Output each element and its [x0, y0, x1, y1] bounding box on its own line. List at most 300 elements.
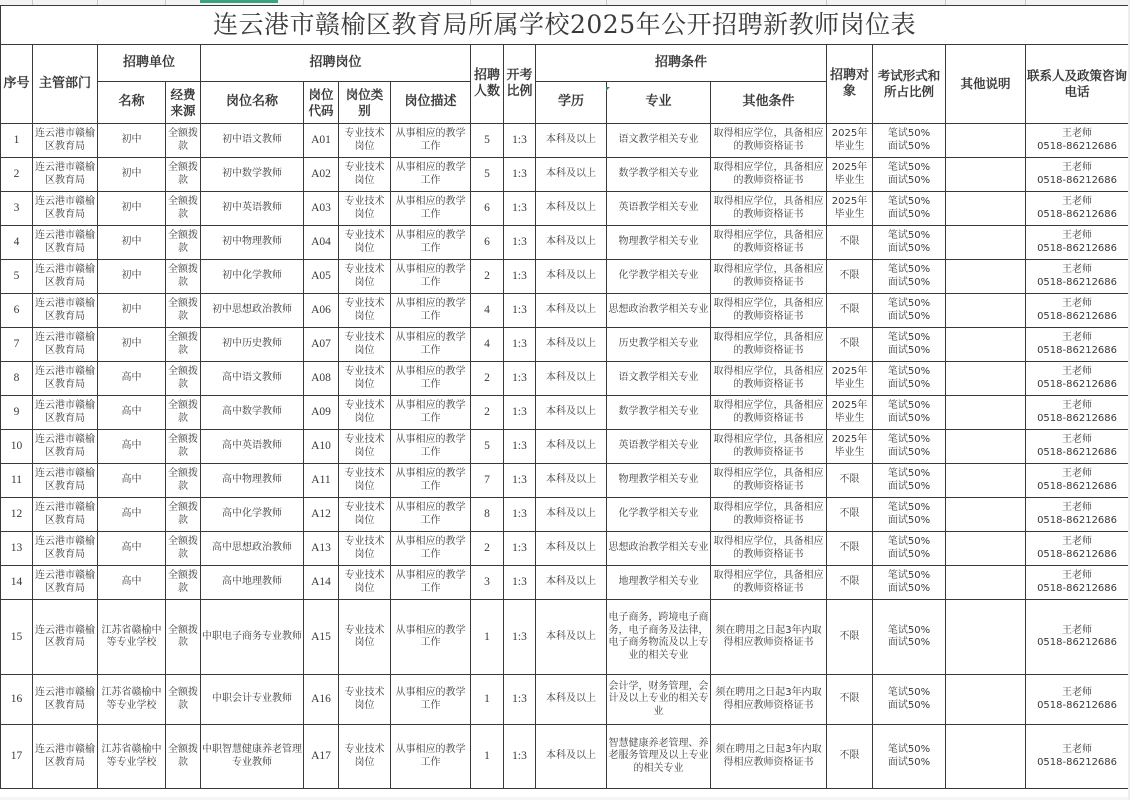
cell-count[interactable]: 3 — [471, 566, 504, 600]
cell-post-code[interactable]: A01 — [304, 124, 339, 158]
cell-dept[interactable]: 连云港市赣榆区教育局 — [33, 532, 98, 566]
cell-ratio[interactable]: 1:3 — [504, 226, 536, 260]
cell-count[interactable]: 1 — [471, 725, 504, 789]
cell-other-cond[interactable]: 取得相应学位，具备相应的教师资格证书 — [711, 158, 827, 192]
cell-count[interactable]: 5 — [471, 124, 504, 158]
cell-unit[interactable]: 高中 — [98, 498, 166, 532]
cell-other-cond[interactable]: 取得相应学位，具备相应的教师资格证书 — [711, 124, 827, 158]
cell-target[interactable]: 不限 — [827, 464, 873, 498]
cell-other-cond[interactable]: 取得相应学位，具备相应的教师资格证书 — [711, 260, 827, 294]
cell-notes[interactable] — [946, 226, 1026, 260]
cell-exam[interactable]: 笔试50% 面试50% — [873, 600, 946, 675]
cell-notes[interactable] — [946, 498, 1026, 532]
cell-education[interactable]: 本科及以上 — [536, 362, 607, 396]
cell-major[interactable]: 英语教学相关专业 — [607, 192, 711, 226]
cell-unit[interactable]: 初中 — [98, 260, 166, 294]
cell-post-code[interactable]: A04 — [304, 226, 339, 260]
cell-funding[interactable]: 全额拨款 — [166, 675, 201, 725]
cell-post-type[interactable]: 专业技术岗位 — [339, 430, 391, 464]
cell-exam[interactable]: 笔试50% 面试50% — [873, 532, 946, 566]
header-dept[interactable]: 主管部门 — [33, 45, 98, 124]
cell-major[interactable]: 语文教学相关专业 — [607, 124, 711, 158]
cell-post-code[interactable]: A16 — [304, 675, 339, 725]
cell-seq[interactable]: 14 — [1, 566, 33, 600]
cell-count[interactable]: 5 — [471, 158, 504, 192]
cell-notes[interactable] — [946, 464, 1026, 498]
cell-major[interactable]: 化学教学相关专业 — [607, 260, 711, 294]
cell-major[interactable]: 历史教学相关专业 — [607, 328, 711, 362]
cell-post-type[interactable]: 专业技术岗位 — [339, 498, 391, 532]
header-major[interactable]: 专业 — [607, 82, 711, 124]
cell-dept[interactable]: 连云港市赣榆区教育局 — [33, 430, 98, 464]
cell-target[interactable]: 不限 — [827, 725, 873, 789]
cell-other-cond[interactable]: 取得相应学位，具备相应的教师资格证书 — [711, 430, 827, 464]
cell-dept[interactable]: 连云港市赣榆区教育局 — [33, 226, 98, 260]
cell-exam[interactable]: 笔试50% 面试50% — [873, 566, 946, 600]
cell-dept[interactable]: 连云港市赣榆区教育局 — [33, 566, 98, 600]
cell-ratio[interactable]: 1:3 — [504, 532, 536, 566]
cell-ratio[interactable]: 1:3 — [504, 124, 536, 158]
cell-seq[interactable]: 10 — [1, 430, 33, 464]
cell-funding[interactable]: 全额拨款 — [166, 124, 201, 158]
cell-ratio[interactable]: 1:3 — [504, 600, 536, 675]
cell-post-name[interactable]: 初中历史教师 — [201, 328, 304, 362]
cell-seq[interactable]: 15 — [1, 600, 33, 675]
header-education[interactable]: 学历 — [536, 82, 607, 124]
cell-count[interactable]: 2 — [471, 532, 504, 566]
cell-post-code[interactable]: A06 — [304, 294, 339, 328]
cell-ratio[interactable]: 1:3 — [504, 675, 536, 725]
cell-education[interactable]: 本科及以上 — [536, 124, 607, 158]
cell-post-desc[interactable]: 从事相应的教学工作 — [391, 260, 471, 294]
cell-other-cond[interactable]: 须在聘用之日起3年内取得相应教师资格证书 — [711, 675, 827, 725]
header-post-group[interactable]: 招聘岗位 — [201, 45, 471, 82]
cell-funding[interactable]: 全额拨款 — [166, 192, 201, 226]
cell-contact[interactable]: 王老师 0518-86212686 — [1026, 430, 1129, 464]
cell-funding[interactable]: 全额拨款 — [166, 396, 201, 430]
cell-post-type[interactable]: 专业技术岗位 — [339, 464, 391, 498]
header-unit-group[interactable]: 招聘单位 — [98, 45, 201, 82]
cell-post-type[interactable]: 专业技术岗位 — [339, 396, 391, 430]
cell-post-code[interactable]: A07 — [304, 328, 339, 362]
cell-post-desc[interactable]: 从事相应的教学工作 — [391, 328, 471, 362]
cell-dept[interactable]: 连云港市赣榆区教育局 — [33, 192, 98, 226]
cell-ratio[interactable]: 1:3 — [504, 192, 536, 226]
cell-post-type[interactable]: 专业技术岗位 — [339, 532, 391, 566]
cell-notes[interactable] — [946, 430, 1026, 464]
cell-notes[interactable] — [946, 600, 1026, 675]
header-other-cond[interactable]: 其他条件 — [711, 82, 827, 124]
cell-count[interactable]: 8 — [471, 498, 504, 532]
cell-exam[interactable]: 笔试50% 面试50% — [873, 192, 946, 226]
header-exam[interactable]: 考试形式和所占比例 — [873, 45, 946, 124]
cell-other-cond[interactable]: 取得相应学位，具备相应的教师资格证书 — [711, 226, 827, 260]
cell-education[interactable]: 本科及以上 — [536, 675, 607, 725]
cell-education[interactable]: 本科及以上 — [536, 226, 607, 260]
cell-seq[interactable]: 3 — [1, 192, 33, 226]
cell-dept[interactable]: 连云港市赣榆区教育局 — [33, 328, 98, 362]
cell-education[interactable]: 本科及以上 — [536, 725, 607, 789]
cell-post-name[interactable]: 初中思想政治教师 — [201, 294, 304, 328]
cell-contact[interactable]: 王老师 0518-86212686 — [1026, 328, 1129, 362]
cell-dept[interactable]: 连云港市赣榆区教育局 — [33, 675, 98, 725]
cell-exam[interactable]: 笔试50% 面试50% — [873, 464, 946, 498]
cell-post-desc[interactable]: 从事相应的教学工作 — [391, 464, 471, 498]
cell-notes[interactable] — [946, 532, 1026, 566]
cell-post-name[interactable]: 高中思想政治教师 — [201, 532, 304, 566]
cell-count[interactable]: 7 — [471, 464, 504, 498]
header-post-type[interactable]: 岗位类别 — [339, 82, 391, 124]
cell-post-code[interactable]: A15 — [304, 600, 339, 675]
cell-exam[interactable]: 笔试50% 面试50% — [873, 124, 946, 158]
cell-education[interactable]: 本科及以上 — [536, 430, 607, 464]
cell-post-code[interactable]: A03 — [304, 192, 339, 226]
cell-post-desc[interactable]: 从事相应的教学工作 — [391, 362, 471, 396]
cell-unit[interactable]: 江苏省赣榆中等专业学校 — [98, 725, 166, 789]
cell-contact[interactable]: 王老师 0518-86212686 — [1026, 226, 1129, 260]
cell-post-desc[interactable]: 从事相应的教学工作 — [391, 725, 471, 789]
header-unit-name[interactable]: 名称 — [98, 82, 166, 124]
cell-target[interactable]: 不限 — [827, 566, 873, 600]
cell-exam[interactable]: 笔试50% 面试50% — [873, 226, 946, 260]
cell-major[interactable]: 数学教学相关专业 — [607, 396, 711, 430]
cell-target[interactable]: 不限 — [827, 294, 873, 328]
cell-post-code[interactable]: A14 — [304, 566, 339, 600]
cell-unit[interactable]: 初中 — [98, 158, 166, 192]
cell-post-name[interactable]: 高中物理教师 — [201, 464, 304, 498]
cell-post-desc[interactable]: 从事相应的教学工作 — [391, 396, 471, 430]
cell-seq[interactable]: 8 — [1, 362, 33, 396]
cell-dept[interactable]: 连云港市赣榆区教育局 — [33, 498, 98, 532]
cell-notes[interactable] — [946, 260, 1026, 294]
cell-education[interactable]: 本科及以上 — [536, 600, 607, 675]
cell-major[interactable]: 语文教学相关专业 — [607, 362, 711, 396]
cell-count[interactable]: 6 — [471, 192, 504, 226]
cell-exam[interactable]: 笔试50% 面试50% — [873, 158, 946, 192]
cell-contact[interactable]: 王老师 0518-86212686 — [1026, 464, 1129, 498]
cell-post-name[interactable]: 中职会计专业教师 — [201, 675, 304, 725]
cell-funding[interactable]: 全额拨款 — [166, 328, 201, 362]
header-seq[interactable]: 序号 — [1, 45, 33, 124]
cell-other-cond[interactable]: 取得相应学位，具备相应的教师资格证书 — [711, 294, 827, 328]
cell-post-name[interactable]: 高中地理教师 — [201, 566, 304, 600]
cell-unit[interactable]: 初中 — [98, 328, 166, 362]
cell-major[interactable]: 数学教学相关专业 — [607, 158, 711, 192]
cell-contact[interactable]: 王老师 0518-86212686 — [1026, 498, 1129, 532]
cell-major[interactable]: 英语教学相关专业 — [607, 430, 711, 464]
cell-post-desc[interactable]: 从事相应的教学工作 — [391, 532, 471, 566]
cell-post-type[interactable]: 专业技术岗位 — [339, 294, 391, 328]
cell-major[interactable]: 地理教学相关专业 — [607, 566, 711, 600]
cell-notes[interactable] — [946, 158, 1026, 192]
header-contact[interactable]: 联系人及政策咨询电话 — [1026, 45, 1129, 124]
cell-ratio[interactable]: 1:3 — [504, 498, 536, 532]
cell-post-type[interactable]: 专业技术岗位 — [339, 328, 391, 362]
cell-other-cond[interactable]: 取得相应学位，具备相应的教师资格证书 — [711, 498, 827, 532]
cell-post-type[interactable]: 专业技术岗位 — [339, 600, 391, 675]
cell-funding[interactable]: 全额拨款 — [166, 532, 201, 566]
cell-count[interactable]: 2 — [471, 396, 504, 430]
cell-count[interactable]: 6 — [471, 226, 504, 260]
cell-unit[interactable]: 高中 — [98, 396, 166, 430]
cell-exam[interactable]: 笔试50% 面试50% — [873, 362, 946, 396]
cell-dept[interactable]: 连云港市赣榆区教育局 — [33, 158, 98, 192]
cell-post-desc[interactable]: 从事相应的教学工作 — [391, 498, 471, 532]
cell-post-type[interactable]: 专业技术岗位 — [339, 158, 391, 192]
cell-education[interactable]: 本科及以上 — [536, 158, 607, 192]
cell-unit[interactable]: 高中 — [98, 566, 166, 600]
cell-target[interactable]: 不限 — [827, 498, 873, 532]
cell-major[interactable]: 会计学，财务管理，会计及以上专业的相关专业 — [607, 675, 711, 725]
cell-funding[interactable]: 全额拨款 — [166, 600, 201, 675]
cell-post-desc[interactable]: 从事相应的教学工作 — [391, 226, 471, 260]
cell-exam[interactable]: 笔试50% 面试50% — [873, 725, 946, 789]
cell-notes[interactable] — [946, 124, 1026, 158]
cell-seq[interactable]: 1 — [1, 124, 33, 158]
cell-post-desc[interactable]: 从事相应的教学工作 — [391, 600, 471, 675]
cell-exam[interactable]: 笔试50% 面试50% — [873, 430, 946, 464]
cell-seq[interactable]: 4 — [1, 226, 33, 260]
cell-unit[interactable]: 高中 — [98, 362, 166, 396]
cell-post-name[interactable]: 初中英语教师 — [201, 192, 304, 226]
cell-post-name[interactable]: 中职电子商务专业教师 — [201, 600, 304, 675]
cell-dept[interactable]: 连云港市赣榆区教育局 — [33, 725, 98, 789]
cell-notes[interactable] — [946, 725, 1026, 789]
cell-other-cond[interactable]: 须在聘用之日起3年内取得相应教师资格证书 — [711, 600, 827, 675]
cell-dept[interactable]: 连云港市赣榆区教育局 — [33, 396, 98, 430]
cell-unit[interactable]: 初中 — [98, 226, 166, 260]
cell-funding[interactable]: 全额拨款 — [166, 464, 201, 498]
header-notes[interactable]: 其他说明 — [946, 45, 1026, 124]
cell-post-code[interactable]: A09 — [304, 396, 339, 430]
cell-post-name[interactable]: 初中物理教师 — [201, 226, 304, 260]
cell-post-code[interactable]: A05 — [304, 260, 339, 294]
cell-exam[interactable]: 笔试50% 面试50% — [873, 260, 946, 294]
cell-post-type[interactable]: 专业技术岗位 — [339, 192, 391, 226]
cell-post-code[interactable]: A12 — [304, 498, 339, 532]
cell-dept[interactable]: 连云港市赣榆区教育局 — [33, 294, 98, 328]
cell-contact[interactable]: 王老师 0518-86212686 — [1026, 158, 1129, 192]
cell-target[interactable]: 2025年毕业生 — [827, 124, 873, 158]
cell-education[interactable]: 本科及以上 — [536, 532, 607, 566]
cell-funding[interactable]: 全额拨款 — [166, 498, 201, 532]
cell-post-desc[interactable]: 从事相应的教学工作 — [391, 430, 471, 464]
cell-education[interactable]: 本科及以上 — [536, 464, 607, 498]
cell-ratio[interactable]: 1:3 — [504, 260, 536, 294]
cell-unit[interactable]: 高中 — [98, 464, 166, 498]
cell-major[interactable]: 思想政治教学相关专业 — [607, 532, 711, 566]
cell-notes[interactable] — [946, 675, 1026, 725]
cell-target[interactable]: 不限 — [827, 532, 873, 566]
cell-post-type[interactable]: 专业技术岗位 — [339, 124, 391, 158]
cell-other-cond[interactable]: 取得相应学位，具备相应的教师资格证书 — [711, 328, 827, 362]
cell-dept[interactable]: 连云港市赣榆区教育局 — [33, 260, 98, 294]
cell-post-type[interactable]: 专业技术岗位 — [339, 725, 391, 789]
header-funding[interactable]: 经费来源 — [166, 82, 201, 124]
cell-ratio[interactable]: 1:3 — [504, 294, 536, 328]
cell-unit[interactable]: 高中 — [98, 532, 166, 566]
cell-dept[interactable]: 连云港市赣榆区教育局 — [33, 124, 98, 158]
cell-target[interactable]: 不限 — [827, 675, 873, 725]
cell-seq[interactable]: 16 — [1, 675, 33, 725]
cell-unit[interactable]: 初中 — [98, 192, 166, 226]
header-post-name[interactable]: 岗位名称 — [201, 82, 304, 124]
cell-education[interactable]: 本科及以上 — [536, 396, 607, 430]
cell-contact[interactable]: 王老师 0518-86212686 — [1026, 532, 1129, 566]
header-post-code[interactable]: 岗位代码 — [304, 82, 339, 124]
cell-funding[interactable]: 全额拨款 — [166, 294, 201, 328]
cell-ratio[interactable]: 1:3 — [504, 362, 536, 396]
cell-post-name[interactable]: 高中语文教师 — [201, 362, 304, 396]
cell-post-type[interactable]: 专业技术岗位 — [339, 566, 391, 600]
header-post-desc[interactable]: 岗位描述 — [391, 82, 471, 124]
cell-count[interactable]: 2 — [471, 362, 504, 396]
cell-dept[interactable]: 连云港市赣榆区教育局 — [33, 362, 98, 396]
cell-target[interactable]: 2025年毕业生 — [827, 362, 873, 396]
cell-count[interactable]: 4 — [471, 294, 504, 328]
cell-seq[interactable]: 9 — [1, 396, 33, 430]
cell-count[interactable]: 1 — [471, 675, 504, 725]
cell-target[interactable]: 2025年毕业生 — [827, 192, 873, 226]
cell-unit[interactable]: 江苏省赣榆中等专业学校 — [98, 675, 166, 725]
cell-seq[interactable]: 7 — [1, 328, 33, 362]
header-target[interactable]: 招聘对象 — [827, 45, 873, 124]
cell-post-code[interactable]: A17 — [304, 725, 339, 789]
cell-dept[interactable]: 连云港市赣榆区教育局 — [33, 600, 98, 675]
cell-major[interactable]: 智慧健康养老管理、养老服务管理及以上专业的相关专业 — [607, 725, 711, 789]
cell-unit[interactable]: 初中 — [98, 294, 166, 328]
cell-exam[interactable]: 笔试50% 面试50% — [873, 396, 946, 430]
cell-post-type[interactable]: 专业技术岗位 — [339, 260, 391, 294]
cell-post-desc[interactable]: 从事相应的教学工作 — [391, 124, 471, 158]
cell-education[interactable]: 本科及以上 — [536, 328, 607, 362]
cell-target[interactable]: 2025年毕业生 — [827, 158, 873, 192]
cell-major[interactable]: 电子商务，跨境电子商务，电子商务及法律，电子商务物流及以上专业的相关专业 — [607, 600, 711, 675]
cell-contact[interactable]: 王老师 0518-86212686 — [1026, 124, 1129, 158]
cell-exam[interactable]: 笔试50% 面试50% — [873, 294, 946, 328]
cell-seq[interactable]: 13 — [1, 532, 33, 566]
cell-major[interactable]: 物理教学相关专业 — [607, 464, 711, 498]
cell-count[interactable]: 1 — [471, 600, 504, 675]
cell-ratio[interactable]: 1:3 — [504, 464, 536, 498]
cell-seq[interactable]: 11 — [1, 464, 33, 498]
cell-unit[interactable]: 初中 — [98, 124, 166, 158]
cell-major[interactable]: 思想政治教学相关专业 — [607, 294, 711, 328]
cell-exam[interactable]: 笔试50% 面试50% — [873, 498, 946, 532]
cell-other-cond[interactable]: 取得相应学位，具备相应的教师资格证书 — [711, 192, 827, 226]
cell-funding[interactable]: 全额拨款 — [166, 430, 201, 464]
cell-other-cond[interactable]: 取得相应学位，具备相应的教师资格证书 — [711, 464, 827, 498]
cell-post-code[interactable]: A13 — [304, 532, 339, 566]
cell-education[interactable]: 本科及以上 — [536, 566, 607, 600]
cell-funding[interactable]: 全额拨款 — [166, 226, 201, 260]
cell-post-name[interactable]: 初中化学教师 — [201, 260, 304, 294]
cell-post-name[interactable]: 中职智慧健康养老管理专业教师 — [201, 725, 304, 789]
cell-contact[interactable]: 王老师 0518-86212686 — [1026, 566, 1129, 600]
cell-contact[interactable]: 王老师 0518-86212686 — [1026, 192, 1129, 226]
cell-education[interactable]: 本科及以上 — [536, 294, 607, 328]
cell-funding[interactable]: 全额拨款 — [166, 260, 201, 294]
cell-major[interactable]: 物理教学相关专业 — [607, 226, 711, 260]
cell-education[interactable]: 本科及以上 — [536, 498, 607, 532]
cell-target[interactable]: 不限 — [827, 328, 873, 362]
cell-contact[interactable]: 王老师 0518-86212686 — [1026, 294, 1129, 328]
cell-seq[interactable]: 6 — [1, 294, 33, 328]
header-ratio[interactable]: 开考比例 — [504, 45, 536, 124]
cell-count[interactable]: 5 — [471, 430, 504, 464]
cell-exam[interactable]: 笔试50% 面试50% — [873, 328, 946, 362]
cell-post-desc[interactable]: 从事相应的教学工作 — [391, 294, 471, 328]
header-cond-group[interactable]: 招聘条件 — [536, 45, 827, 82]
cell-notes[interactable] — [946, 396, 1026, 430]
cell-seq[interactable]: 12 — [1, 498, 33, 532]
cell-contact[interactable]: 王老师 0518-86212686 — [1026, 362, 1129, 396]
cell-notes[interactable] — [946, 362, 1026, 396]
cell-post-name[interactable]: 高中数学教师 — [201, 396, 304, 430]
cell-contact[interactable]: 王老师 0518-86212686 — [1026, 396, 1129, 430]
cell-post-name[interactable]: 初中数学教师 — [201, 158, 304, 192]
cell-notes[interactable] — [946, 294, 1026, 328]
cell-ratio[interactable]: 1:3 — [504, 158, 536, 192]
cell-post-code[interactable]: A10 — [304, 430, 339, 464]
cell-dept[interactable]: 连云港市赣榆区教育局 — [33, 464, 98, 498]
cell-target[interactable]: 2025年毕业生 — [827, 430, 873, 464]
cell-post-code[interactable]: A02 — [304, 158, 339, 192]
cell-seq[interactable]: 17 — [1, 725, 33, 789]
cell-post-desc[interactable]: 从事相应的教学工作 — [391, 158, 471, 192]
cell-ratio[interactable]: 1:3 — [504, 566, 536, 600]
cell-funding[interactable]: 全额拨款 — [166, 725, 201, 789]
cell-other-cond[interactable]: 须在聘用之日起3年内取得相应教师资格证书 — [711, 725, 827, 789]
page-title[interactable]: 连云港市赣榆区教育局所属学校2025年公开招聘新教师岗位表 — [1, 6, 1129, 45]
cell-post-desc[interactable]: 从事相应的教学工作 — [391, 566, 471, 600]
cell-post-type[interactable]: 专业技术岗位 — [339, 675, 391, 725]
cell-funding[interactable]: 全额拨款 — [166, 158, 201, 192]
cell-post-desc[interactable]: 从事相应的教学工作 — [391, 675, 471, 725]
cell-count[interactable]: 4 — [471, 328, 504, 362]
cell-contact[interactable]: 王老师 0518-86212686 — [1026, 675, 1129, 725]
cell-education[interactable]: 本科及以上 — [536, 192, 607, 226]
cell-post-name[interactable]: 初中语文教师 — [201, 124, 304, 158]
cell-post-type[interactable]: 专业技术岗位 — [339, 226, 391, 260]
cell-funding[interactable]: 全额拨款 — [166, 362, 201, 396]
cell-exam[interactable]: 笔试50% 面试50% — [873, 675, 946, 725]
cell-target[interactable]: 2025年毕业生 — [827, 396, 873, 430]
cell-major[interactable]: 化学教学相关专业 — [607, 498, 711, 532]
cell-contact[interactable]: 王老师 0518-86212686 — [1026, 260, 1129, 294]
cell-ratio[interactable]: 1:3 — [504, 328, 536, 362]
cell-post-type[interactable]: 专业技术岗位 — [339, 362, 391, 396]
cell-other-cond[interactable]: 取得相应学位，具备相应的教师资格证书 — [711, 396, 827, 430]
cell-post-code[interactable]: A11 — [304, 464, 339, 498]
header-count[interactable]: 招聘人数 — [471, 45, 504, 124]
cell-education[interactable]: 本科及以上 — [536, 260, 607, 294]
cell-contact[interactable]: 王老师 0518-86212686 — [1026, 725, 1129, 789]
cell-ratio[interactable]: 1:3 — [504, 725, 536, 789]
cell-post-name[interactable]: 高中英语教师 — [201, 430, 304, 464]
cell-funding[interactable]: 全额拨款 — [166, 566, 201, 600]
cell-unit[interactable]: 高中 — [98, 430, 166, 464]
cell-ratio[interactable]: 1:3 — [504, 430, 536, 464]
cell-post-name[interactable]: 高中化学教师 — [201, 498, 304, 532]
cell-other-cond[interactable]: 取得相应学位，具备相应的教师资格证书 — [711, 566, 827, 600]
cell-other-cond[interactable]: 取得相应学位，具备相应的教师资格证书 — [711, 532, 827, 566]
cell-seq[interactable]: 5 — [1, 260, 33, 294]
cell-count[interactable]: 2 — [471, 260, 504, 294]
cell-notes[interactable] — [946, 192, 1026, 226]
cell-ratio[interactable]: 1:3 — [504, 396, 536, 430]
cell-post-code[interactable]: A08 — [304, 362, 339, 396]
